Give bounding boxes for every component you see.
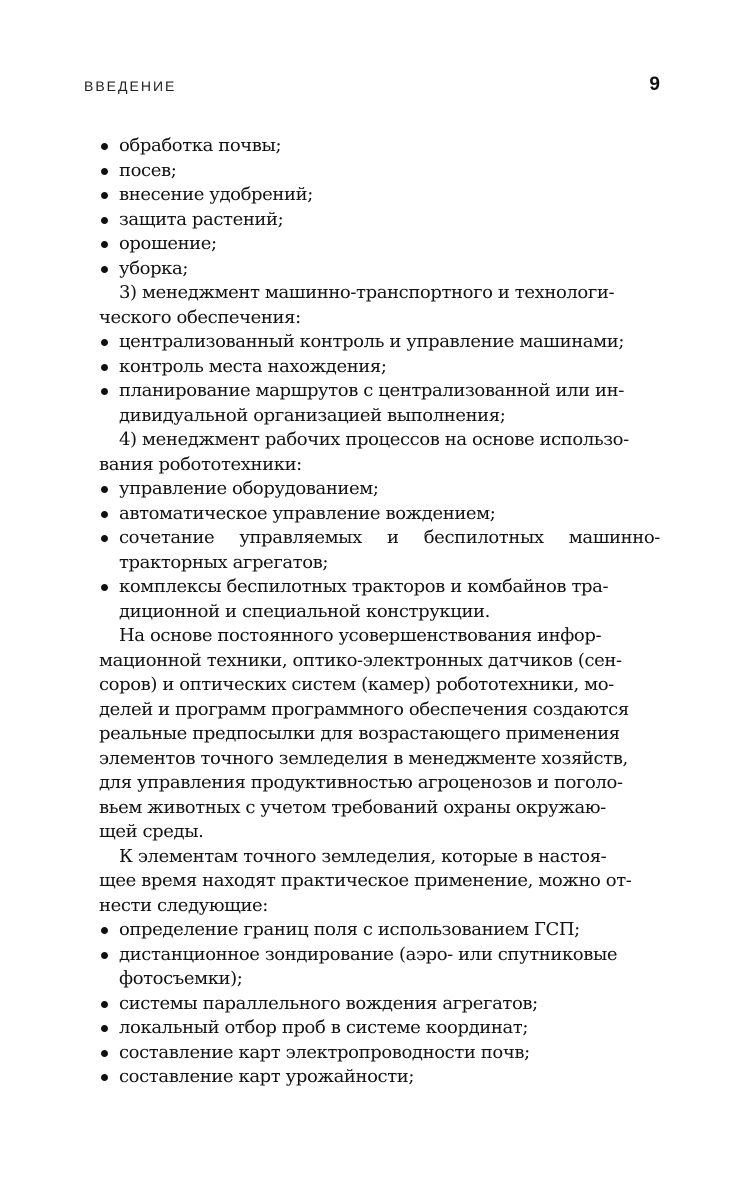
- word: управляемых: [239, 527, 362, 548]
- list-item: посев;: [99, 159, 660, 184]
- text-line: диционной и специальной конструкции.: [119, 600, 490, 622]
- word: машинно-: [568, 527, 660, 548]
- page-number: 9: [649, 74, 660, 95]
- section-title: ВВЕДЕНИЕ: [84, 78, 177, 94]
- list-item: определение границ поля с использованием ГСП;: [99, 918, 660, 943]
- text-line: для управления продуктивностью агроценозов и поголо-: [99, 772, 623, 793]
- text-line: делей и программ программного обеспечения создаются: [99, 698, 629, 720]
- word: сочетание: [119, 527, 215, 548]
- text-line: соров) и оптических систем (камер) робототехники, мо-: [99, 674, 614, 695]
- paragraph: [99, 624, 660, 845]
- text-line: На основе постоянного усовершенствования инфор-: [119, 625, 602, 646]
- list-item: [99, 943, 660, 992]
- text-line: фотосъемки);: [119, 968, 243, 989]
- text-line: щее время находят практическое применение, можно от-: [99, 870, 632, 891]
- list-item: системы параллельного вождения агрегатов;: [99, 992, 660, 1017]
- text-line: реальные предпосылки для возрастающего применения: [99, 723, 620, 744]
- text-line: 4) менеджмент рабочих процессов на основе использо-: [119, 429, 629, 450]
- list-item: составление карт урожайности;: [99, 1065, 660, 1090]
- list-item: автоматическое управление вождением;: [99, 502, 660, 527]
- text-line: вьем животных с учетом требований охраны окружаю-: [99, 796, 606, 818]
- list-item: внесение удобрений;: [99, 183, 660, 208]
- list-item: контроль места нахождения;: [99, 355, 660, 380]
- text-line: мационной техники, оптико-электронных датчиков (сен-: [99, 649, 622, 671]
- list-item: централизованный контроль и управление машинами;: [99, 330, 660, 355]
- word: беспилотных: [423, 527, 544, 548]
- text-line: нести следующие:: [99, 894, 268, 916]
- list-item: локальный отбор проб в системе координат;: [99, 1016, 660, 1041]
- text-line: элементов точного земледелия в менеджменте хозяйств,: [99, 747, 628, 769]
- text-line: щей среды.: [99, 821, 204, 842]
- word: и: [387, 527, 399, 548]
- text-line: планирование маршрутов с централизованной или ин-: [119, 380, 624, 401]
- text-line: 3) менеджмент машинно-транспортного и технологи-: [119, 282, 615, 303]
- text-line: К элементам точного земледелия, которые в настоя-: [119, 845, 607, 867]
- text-line: дистанционное зондирование (аэро- или спутниковые: [119, 943, 618, 965]
- list-item: уборка;: [99, 257, 660, 282]
- list-item: [99, 526, 660, 575]
- list-item: орошение;: [99, 232, 660, 257]
- paragraph: [99, 845, 660, 919]
- list-item: [99, 379, 660, 428]
- running-header: [84, 74, 660, 98]
- list-item: обработка почвы;: [99, 134, 660, 159]
- list-item: [99, 575, 660, 624]
- list-item: составление карт электропроводности почв;: [99, 1041, 660, 1066]
- page-body: [99, 134, 660, 1090]
- text-line: дивидуальной организацией выполнения;: [119, 404, 506, 426]
- list-item: управление оборудованием;: [99, 477, 660, 502]
- justified-line: [119, 526, 660, 551]
- list-item: защита растений;: [99, 208, 660, 233]
- text-line: тракторных агрегатов;: [119, 551, 329, 573]
- paragraph: [99, 281, 660, 330]
- text-line: комплексы беспилотных тракторов и комбайнов тра-: [119, 576, 609, 597]
- text-line: вания робототехники:: [99, 453, 302, 475]
- paragraph: [99, 428, 660, 477]
- text-line: ческого обеспечения:: [99, 306, 301, 328]
